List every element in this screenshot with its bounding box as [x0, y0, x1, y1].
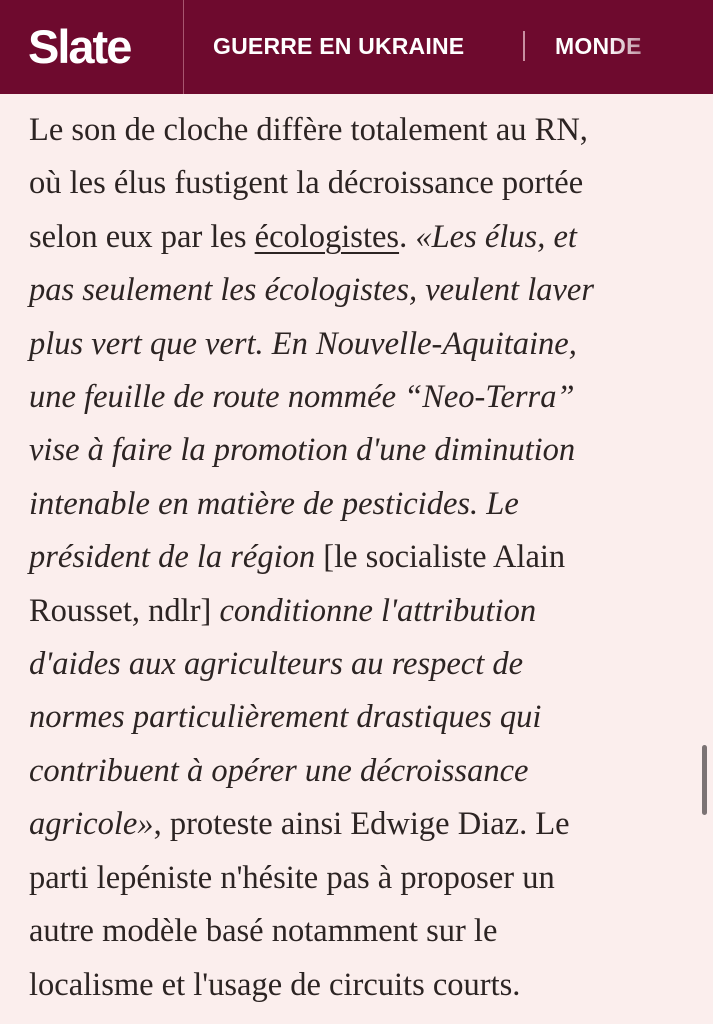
article-line	[29, 959, 697, 1012]
article-line	[29, 745, 697, 798]
body-text: localisme et l'usage de circuits courts.	[29, 966, 521, 1003]
nav-item-monde[interactable]: MONDE	[555, 30, 642, 62]
article-line	[29, 531, 697, 584]
article-line	[29, 157, 697, 210]
article-line	[29, 638, 697, 691]
article-line	[29, 211, 697, 264]
article-line	[29, 852, 697, 905]
quote-text: pas seulement les écologistes, veulent laver	[29, 272, 594, 309]
article-line	[29, 264, 697, 317]
body-text: autre modèle basé notamment sur le	[29, 913, 498, 950]
body-text: parti lepéniste n'hésite pas à proposer un	[29, 859, 555, 896]
quote-text: une feuille de route nommée “Neo-Terra”	[29, 379, 575, 416]
quote-text: président de la région	[29, 539, 316, 576]
article-line	[29, 371, 697, 424]
quote-text: vise à faire la promotion d'une diminution	[29, 432, 576, 469]
article-line	[29, 585, 697, 638]
slate-logo[interactable]: Slate	[28, 20, 131, 73]
nav-item-guerre-en-ukraine[interactable]: GUERRE EN UKRAINE	[213, 33, 465, 59]
body-text: .	[399, 218, 416, 255]
quote-text: intenable en matière de pesticides. Le	[29, 485, 519, 522]
scrollbar[interactable]	[702, 745, 707, 815]
article-line	[29, 104, 697, 157]
body-text: [le socialiste Alain	[315, 539, 566, 576]
quote-text: agricole»	[29, 806, 154, 843]
article-line	[29, 478, 697, 531]
body-text: Le son de cloche diffère totalement au RN,	[29, 112, 588, 148]
quote-text: plus vert que vert. En Nouvelle-Aquitaine,	[29, 325, 577, 362]
top-navigation-bar	[0, 0, 713, 94]
nav-separator	[523, 31, 525, 61]
article-line	[29, 691, 697, 744]
body-text: selon eux par les	[29, 218, 255, 255]
quote-text: normes particulièrement drastiques qui	[29, 699, 542, 736]
quote-text: «Les élus, et	[415, 218, 577, 255]
article-line	[29, 905, 697, 958]
quote-text: d'aides aux agriculteurs au respect de	[29, 646, 524, 683]
logo-divider	[183, 0, 184, 94]
quote-text: conditionne l'attribution	[219, 592, 537, 629]
article-line	[29, 798, 697, 851]
article-line	[29, 318, 697, 371]
quote-text: contribuent à opérer une décroissance	[29, 752, 529, 789]
body-text: , proteste ainsi Edwige Diaz. Le	[153, 806, 570, 843]
link-ecologistes[interactable]: écologistes	[254, 218, 400, 255]
article-line	[29, 424, 697, 477]
article-paragraph	[29, 104, 697, 1012]
body-text: Rousset, ndlr]	[29, 592, 220, 629]
body-text: où les élus fustigent la décroissance portée	[29, 165, 584, 202]
